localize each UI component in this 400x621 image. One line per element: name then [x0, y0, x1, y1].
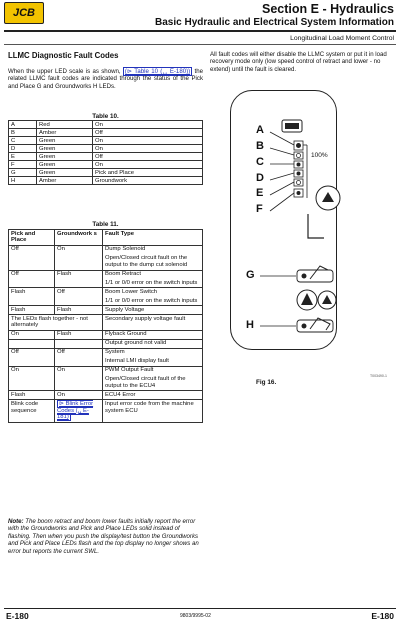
table-10-row [9, 121, 203, 129]
table-11-cell-text: Blink code sequence [11, 400, 39, 414]
intro-text-b: the related LLMC fault codes are indicated through the status of the Pick and Place G and Groundworks H LEDs. [8, 68, 203, 90]
footer-rule [4, 608, 396, 609]
table-11-cell-text: On [57, 391, 65, 398]
label-b: B [256, 140, 264, 152]
fault-type-line: Supply Voltage [105, 306, 145, 313]
fault-type-line: ECU4 Error [105, 391, 136, 398]
table-11 [8, 229, 203, 423]
table-10-row [9, 137, 203, 145]
jcb-logo [4, 2, 44, 24]
table-11-row [9, 330, 203, 339]
label-g: G [246, 269, 255, 281]
fault-type-line: PWM Output Fault [105, 367, 154, 373]
table-11-fault-cell [103, 306, 203, 315]
fault-type-line: Boom Retract [105, 271, 142, 278]
table-10-cell: Green [37, 161, 93, 169]
table-11-cell [9, 366, 55, 391]
subheader-rule [4, 44, 396, 45]
table-11-row [9, 306, 203, 315]
table-11-cell [55, 306, 103, 315]
table-10-cell: D [9, 145, 37, 153]
table-11-fault-cell [103, 348, 203, 366]
table-11-cell-text: On [57, 246, 65, 253]
label-e: E [256, 187, 264, 199]
table-11-row [9, 391, 203, 400]
table-10-cell: C [9, 137, 37, 145]
table-10-cell: Groundwork [93, 177, 203, 185]
section-title: Section E - Hydraulics [262, 2, 394, 16]
table-11-cell: The LEDs flash together - not alternately [9, 315, 103, 331]
label-a: A [256, 124, 264, 136]
table-11-cell-text: On [57, 367, 65, 373]
table-11-row [9, 400, 203, 423]
scale-bracket [303, 145, 307, 198]
table-11-cell [9, 348, 55, 366]
table-10-cell: Green [37, 145, 93, 153]
table-11-cell [55, 245, 103, 270]
boom-lever-icon [308, 214, 324, 238]
table-10-cell: H [9, 177, 37, 185]
label-f: F [256, 203, 263, 215]
table-11-cell-text: Off [57, 288, 65, 295]
table-10-link[interactable]: (⊳ Table 10 (␣ E-180)) [124, 68, 191, 75]
table-10-cell: Amber [37, 129, 93, 137]
intro-text-a: When the upper LED scale is as shown, [8, 68, 121, 75]
table-10-cell: Amber [37, 177, 93, 185]
section-subtitle: Basic Hydraulic and Electrical System Information [155, 17, 394, 28]
table-11-cell-text: Flash [57, 331, 72, 338]
fault-type-line: Input error code from the machine system ECU [105, 400, 194, 414]
fault-type-line: 1/1 or 0/0 error on the switch inputs [105, 297, 198, 304]
footer-page-left: E-180 [6, 611, 29, 621]
table-10-row [9, 177, 203, 185]
table-11-row [9, 288, 203, 306]
groundworks-icon [297, 318, 333, 332]
page-heading: LLMC Diagnostic Fault Codes [8, 51, 119, 60]
table-10-row [9, 129, 203, 137]
warning-icon [297, 290, 336, 310]
table-11-cell-text: Off [11, 246, 19, 253]
table-11-row [9, 348, 203, 366]
table-11-row [9, 366, 203, 391]
table-11-fault-cell [103, 270, 203, 288]
fault-type-line: Open/Closed circuit fault of the output to the ECU4 [105, 375, 186, 389]
table-10-cell: On [93, 161, 203, 169]
led-leader-lines [260, 132, 296, 326]
table-10-cell: A [9, 121, 37, 129]
fault-type-line: 1/1 or 0/0 error on the switch inputs [105, 279, 198, 286]
note-label: Note: [8, 518, 24, 525]
table-11-header: Groundwork s [55, 230, 103, 246]
table-11-cell [9, 306, 55, 315]
table-11-header: Pick and Place [9, 230, 55, 246]
table-11-cell-text: Off [57, 349, 65, 356]
table-10-cell: Green [37, 153, 93, 161]
footer-page-right: E-180 [371, 611, 394, 621]
fault-type-line: Dump Solenoid [105, 246, 146, 253]
table-10-cell: Green [37, 137, 93, 145]
table-11-cell-text: Flash [11, 391, 26, 398]
subsection-title: Longitudinal Load Moment Control [290, 35, 394, 42]
pick-and-place-icon [297, 266, 333, 282]
table-10-cell: On [93, 121, 203, 129]
table-11-fault-cell [103, 339, 203, 348]
logo-text: JCB [12, 7, 35, 19]
table-10-row [9, 161, 203, 169]
table-11-cell-text: On [11, 367, 19, 373]
table-11-row [9, 315, 203, 331]
table-10-row [9, 145, 203, 153]
label-h: H [246, 319, 254, 331]
note-text: The boom retract and boom lower faults initially report the error with the Groundworks and Pick and Place LEDs solid instead of flashing. Then when you push the display/test button the Groundworks and Pick and Place LEDs flash and the top display no longer shows an error but reports the current SWL. [8, 518, 199, 555]
table-11-cell-text: Off [11, 349, 19, 356]
table-11-cell [55, 400, 103, 423]
table-11-cell-text: Flash [57, 306, 72, 313]
fault-type-line: Flyback Ground [105, 331, 147, 338]
label-c: C [256, 156, 264, 168]
table-11-fault-cell [103, 330, 203, 339]
table-11-cell-text: Flash [11, 306, 26, 313]
table-11-cell-text: On [11, 331, 19, 338]
panel-logo-icon [282, 120, 302, 132]
table-11-cell [9, 245, 55, 270]
table-10-cell: Off [93, 129, 203, 137]
table-11-row [9, 245, 203, 270]
table-10-row [9, 169, 203, 177]
table-11-cell [9, 400, 55, 423]
table-11-cell [9, 330, 55, 339]
table-11-fault-cell [103, 400, 203, 423]
table-10-cell: Green [37, 169, 93, 177]
table-11-fault-cell [103, 315, 203, 331]
table-11-caption: Table 11. [92, 221, 119, 228]
table-11-header: Fault Type [103, 230, 203, 246]
table-10-row [9, 153, 203, 161]
fault-type-line: Open/Closed circuit fault on the output to the dump cut solenoid [105, 255, 188, 269]
table-11-cell [55, 339, 103, 348]
table-11-cell-text: Off [11, 271, 19, 278]
table-11-fault-cell [103, 391, 203, 400]
table-10-cell: Pick and Place [93, 169, 203, 177]
table-11-fault-cell [103, 288, 203, 306]
table-11-cell-text: Flash [57, 271, 72, 278]
table-11-row [9, 270, 203, 288]
display-panel-figure [200, 90, 390, 380]
table-11-cell [55, 288, 103, 306]
table-11-cell [9, 270, 55, 288]
label-d: D [256, 172, 264, 184]
table-10-cell: On [93, 137, 203, 145]
table-11-cell [55, 366, 103, 391]
table-11-fault-cell [103, 366, 203, 391]
table-11-cell [9, 288, 55, 306]
fault-type-line: Output ground not valid [105, 340, 167, 347]
display-test-button-icon [316, 186, 340, 210]
table-10-cell: E [9, 153, 37, 161]
scale-percent: 100% [311, 152, 328, 159]
table-10-cell: Red [37, 121, 93, 129]
table-11-cell [55, 330, 103, 339]
table-11-fault-cell [103, 245, 203, 270]
table-11-cell [55, 391, 103, 400]
table-10-cell: G [9, 169, 37, 177]
figure-caption: Fig 16. [256, 379, 277, 386]
table-10-cell: B [9, 129, 37, 137]
table-11-cell [55, 348, 103, 366]
intro-paragraph [8, 68, 203, 90]
note-paragraph [8, 518, 203, 555]
table-11-cell [55, 270, 103, 288]
table-10 [8, 120, 203, 185]
table-10-cell: F [9, 161, 37, 169]
fault-code-paragraph: All fault codes will either disable the LLMC system or put it in load recovery mode only (low speed control of retract and lower - no extend) until the fault is cleared. [210, 51, 387, 73]
footer-doc-number: 9803/9995-02 [180, 613, 211, 619]
fault-type-line: System [105, 349, 125, 356]
table-11-cell-text: Flash [11, 288, 26, 295]
led-column [294, 141, 303, 197]
table-10-cell: On [93, 145, 203, 153]
table-10-cell: Off [93, 153, 203, 161]
table-11-row [9, 339, 203, 348]
table-10-caption: Table 10. [92, 113, 119, 120]
blink-error-codes-link[interactable]: ⊳ Blink Error Codes (␣ E-181) [57, 400, 94, 421]
fault-type-line: Internal LMI display fault [105, 358, 169, 365]
header-rule [4, 30, 396, 32]
fault-type-line: Secondary supply voltage fault [105, 315, 186, 322]
fault-type-line: Boom Lower Switch [105, 288, 158, 295]
table-11-cell [9, 391, 55, 400]
table-11-cell [9, 339, 55, 348]
figure-code: T003490-1 [370, 374, 387, 378]
